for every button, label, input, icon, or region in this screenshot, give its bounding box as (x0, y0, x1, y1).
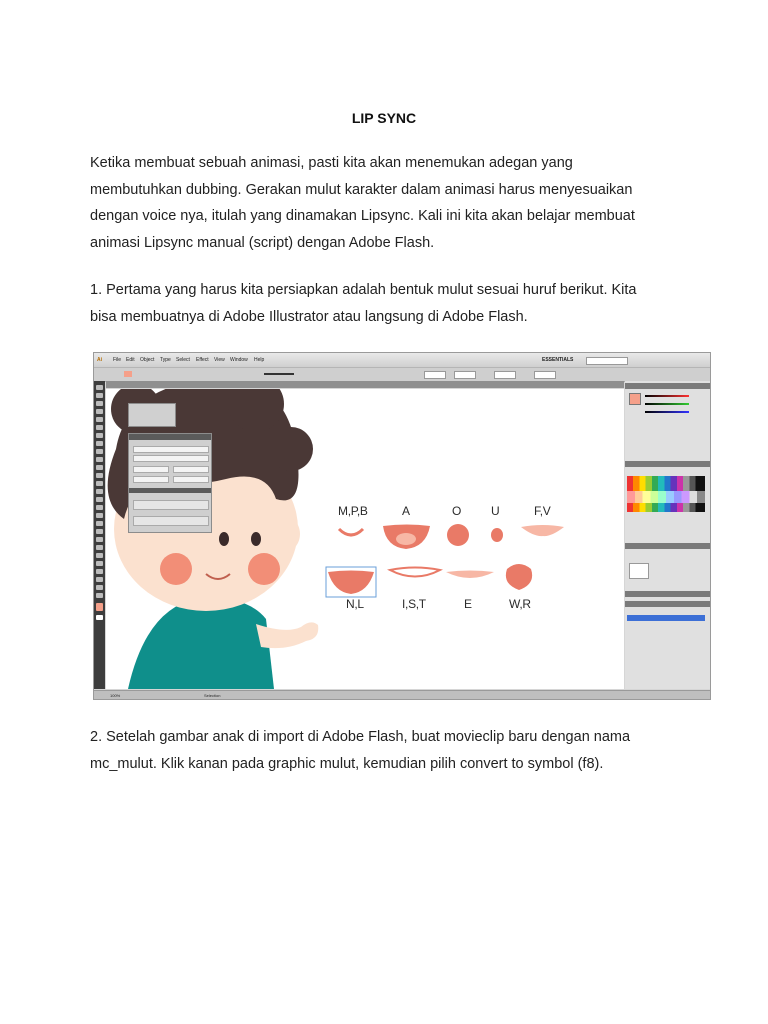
document-tabs[interactable] (106, 381, 624, 388)
color-panel-title[interactable] (625, 383, 710, 389)
label-mpb: M,P,B (338, 504, 368, 518)
blend-tool-icon[interactable] (96, 545, 103, 550)
zoom-level[interactable]: 100% (110, 693, 121, 698)
step-2-paragraph (90, 724, 690, 777)
app-logo: Ai (97, 357, 102, 363)
menu-help[interactable]: Help (254, 357, 265, 363)
fill-swatch[interactable] (124, 371, 132, 377)
magic-wand-tool-icon[interactable] (96, 401, 103, 406)
appearance-panel-title[interactable] (625, 591, 710, 597)
label-o: O (452, 504, 462, 518)
text-line: 2. Setelah gambar anak di import di Adobe Flash, buat movieclip baru dengan nama (90, 729, 631, 745)
g-slider[interactable] (645, 403, 689, 405)
opacity-preview (629, 563, 649, 579)
hand-tool-icon[interactable] (96, 585, 103, 590)
selection-tool-icon[interactable] (96, 385, 103, 390)
mouth-fv (521, 525, 564, 536)
panel-titlebar[interactable] (129, 434, 211, 440)
leading-field[interactable] (173, 466, 209, 473)
pencil-tool-icon[interactable] (96, 457, 103, 462)
tracking-field[interactable] (173, 476, 209, 483)
workspace-switcher[interactable]: ESSENTIALS (542, 357, 574, 363)
artboard-tool-icon[interactable] (96, 569, 103, 574)
text-line: membutuhkan dubbing. Gerakan mulut karakter dalam animasi harus menyesuaikan (90, 181, 633, 198)
label-wr: W,R (509, 597, 531, 611)
intro-paragraph (90, 150, 690, 256)
pathfinder-titlebar[interactable] (129, 488, 211, 493)
search-input[interactable] (586, 357, 628, 365)
swatches-panel-title[interactable] (625, 461, 710, 467)
text-line: dengan voice nya, itulah yang dinamakan Lipsync. Kali ini kita akan belajar membuat (90, 208, 635, 224)
shape-builder-tool-icon[interactable] (96, 505, 103, 510)
label-u: U (491, 504, 500, 518)
swatch-grid-tints[interactable] (627, 491, 705, 503)
h-field[interactable] (534, 371, 556, 379)
page-title: LIP SYNC (351, 110, 417, 126)
layer-row[interactable] (627, 615, 705, 621)
lasso-tool-icon[interactable] (96, 409, 103, 414)
font-size-field[interactable] (133, 466, 169, 473)
free-transform-tool-icon[interactable] (96, 497, 103, 502)
layers-panel-title[interactable] (625, 601, 710, 607)
mouth-shapes (326, 524, 564, 597)
eraser-tool-icon[interactable] (96, 465, 103, 470)
artboard-canvas[interactable] (106, 389, 624, 689)
app-menubar (94, 353, 710, 367)
floating-mini-panel[interactable] (128, 403, 176, 427)
warp-tool-icon[interactable] (96, 489, 103, 494)
gradient-tool-icon[interactable] (96, 529, 103, 534)
perspective-tool-icon[interactable] (96, 513, 103, 518)
step-1-paragraph (90, 277, 690, 330)
mesh-tool-icon[interactable] (96, 521, 103, 526)
illustrator-screenshot (93, 352, 711, 700)
line-tool-icon[interactable] (96, 433, 103, 438)
mouth-wr (506, 564, 532, 590)
menu-window[interactable]: Window (230, 357, 248, 363)
menu-file[interactable]: File (113, 357, 122, 363)
menu-select[interactable]: Select (176, 357, 190, 363)
eyedropper-tool-icon[interactable] (96, 537, 103, 542)
mouth-u (491, 528, 503, 542)
menu-object[interactable]: Object (140, 357, 155, 363)
right-panels (625, 381, 710, 689)
graph-tool-icon[interactable] (96, 561, 103, 566)
text-line: mc_mulut. Klik kanan pada graphic mulut, kemudian pilih convert to symbol (f8). (90, 755, 604, 772)
mouth-mpb (339, 529, 363, 535)
stroke-panel-title[interactable] (625, 543, 710, 549)
mouth-ist (390, 568, 440, 577)
pathfinders-row[interactable] (133, 516, 209, 526)
kerning-field[interactable] (133, 476, 169, 483)
menu-edit[interactable]: Edit (126, 357, 135, 363)
b-slider[interactable] (645, 411, 689, 413)
stroke-preview (264, 373, 294, 375)
fill-color-icon[interactable] (96, 603, 103, 611)
direct-selection-tool-icon[interactable] (96, 393, 103, 398)
r-slider[interactable] (645, 395, 689, 397)
shape-modes-row[interactable] (133, 500, 209, 510)
text-line: animasi Lipsync manual (script) dengan Adobe Flash. (90, 234, 435, 251)
fill-color-swatch[interactable] (629, 393, 641, 405)
w-field[interactable] (494, 371, 516, 379)
character-panel[interactable] (128, 433, 212, 533)
label-a: A (402, 504, 410, 518)
zoom-tool-icon[interactable] (96, 593, 103, 598)
font-style-field[interactable] (133, 455, 209, 462)
menu-effect[interactable]: Effect (196, 357, 209, 363)
menu-view[interactable]: View (214, 357, 225, 363)
scale-tool-icon[interactable] (96, 481, 103, 486)
font-family-field[interactable] (133, 446, 209, 453)
control-bar (94, 367, 710, 382)
y-field[interactable] (454, 371, 476, 379)
pen-tool-icon[interactable] (96, 417, 103, 422)
type-tool-icon[interactable] (96, 425, 103, 430)
x-field[interactable] (424, 371, 446, 379)
rectangle-tool-icon[interactable] (96, 441, 103, 446)
mouth-o (447, 524, 469, 546)
text-line: bisa membuatnya di Adobe Illustrator atau langsung di Adobe Flash. (90, 308, 528, 325)
mouth-e (446, 571, 494, 579)
stroke-color-icon[interactable] (96, 615, 103, 620)
text-line: Ketika membuat sebuah animasi, pasti kita akan menemukan adegan yang (90, 155, 573, 171)
mouth-nl (328, 571, 374, 595)
status-tool: Selection (204, 693, 221, 698)
menu-type[interactable]: Type (160, 357, 171, 363)
brush-tool-icon[interactable] (96, 449, 103, 454)
status-bar (94, 690, 710, 700)
label-ist: I,S,T (402, 597, 426, 611)
tools-panel (94, 381, 105, 689)
rotate-tool-icon[interactable] (96, 473, 103, 478)
slice-tool-icon[interactable] (96, 577, 103, 582)
symbol-sprayer-tool-icon[interactable] (96, 553, 103, 558)
label-e: E (464, 597, 472, 611)
text-line: 1. Pertama yang harus kita persiapkan adalah bentuk mulut sesuai huruf berikut. Kita (90, 282, 637, 298)
label-fv: F,V (534, 504, 551, 518)
label-nl: N,L (346, 597, 364, 611)
